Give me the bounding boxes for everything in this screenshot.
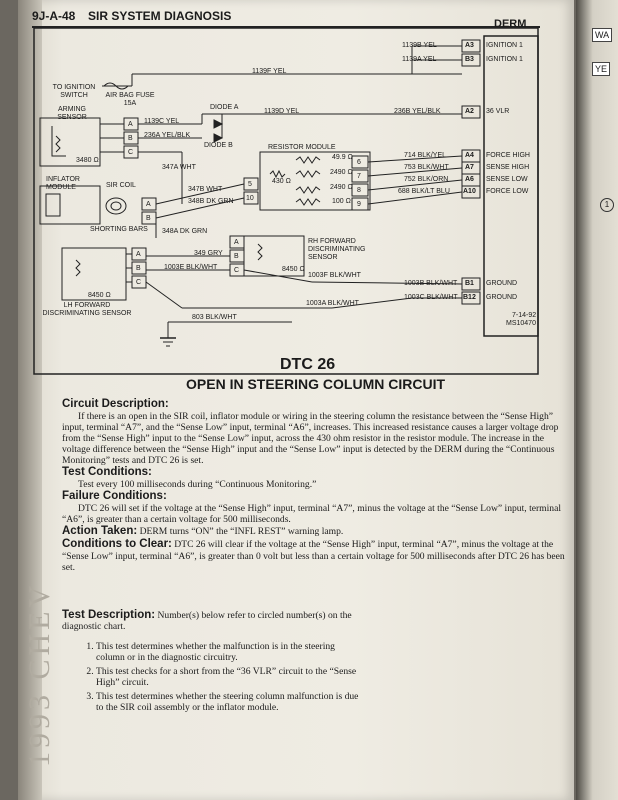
pin-label: 6 [357,159,361,166]
wire-label: 1003B BLK/WHT [404,280,458,287]
wire-label: 803 BLK/WHT [192,314,237,321]
terminal-label: FORCE LOW [486,188,529,195]
derm-label: DERM [494,18,527,30]
dtc-number: DTC 26 [280,356,336,373]
resistor-value: 49.9 Ω [332,154,353,161]
pin-label: A [146,201,151,208]
wire-label: 1139D YEL [264,108,300,115]
pin-label: B [234,253,239,260]
terminal-label: SENSE LOW [486,176,528,183]
pin-label: C [136,279,142,286]
pin-label: C [234,267,240,274]
wiring-lines [32,26,540,376]
adjacent-circle: 1 [600,198,614,212]
shorting-bars-label: SHORTING BARS [90,226,148,233]
pin-label: 9 [357,201,361,208]
resistor-value: 2490 Ω [330,184,353,191]
terminal-label: FORCE HIGH [486,152,530,159]
resistor-value: 430 Ω [272,178,291,185]
dtc-title: OPEN IN STEERING COLUMN CIRCUIT [186,376,446,392]
wire-label: 1139B YEL [402,42,437,49]
sir-coil-label: SIR COIL [106,182,136,189]
list-item: 2. This test checks for a short from the “36 VLR” circuit to the “Sense High” circuit. [96,666,362,688]
pin-label: 10 [246,195,254,202]
page-header [32,6,540,28]
wire-label: 753 BLK/WHT [404,164,449,171]
wire-label: 1003F BLK/WHT [308,272,361,279]
wire-label: 347A WHT [162,164,196,171]
pin-label: A [136,251,141,258]
wire-label: 236B YEL/BLK [394,108,441,115]
spine-text: 1993 CHEV [23,581,56,767]
lh-sensor-label: LH FORWARD DISCRIMINATING SENSOR [42,302,132,317]
action-heading: Action Taken: [62,525,138,537]
arming-sensor-label: ARMING SENSOR [57,106,87,121]
rh-sensor-label: RH FORWARD DISCRIMINATING SENSOR [308,238,366,261]
pin-label: A2 [465,108,474,115]
diode-a-label: DIODE A [210,104,239,111]
clear-heading: Conditions to Clear: [62,538,172,550]
pin-label: B3 [465,56,474,63]
pin-label: C [128,149,134,156]
terminal-label: IGNITION 1 [486,56,523,63]
wire-label: 348B DK GRN [188,198,234,205]
figure-code: MS10470 [506,320,536,327]
pin-label: A [234,239,239,246]
wire-label: 714 BLK/YEL [404,152,447,159]
failure-heading: Failure Conditions: [62,490,167,502]
resistance-label: 3480 Ω [76,157,99,164]
pin-label: B1 [465,280,474,287]
page-code: 9J-A-48 [32,9,76,23]
page-title: SIR SYSTEM DIAGNOSIS [88,9,232,23]
clear-text: DTC 26 will clear if the voltage at the “Sense High” input, terminal “A7”, minus the voltage at the “Sense Low” input, terminal “A6”, is greater than 0 volt but less than a certain voltage for 500 milliseconds after DTC 26 has been set. [62,539,565,573]
pin-label: A10 [463,188,476,195]
test-description-intro: Number(s) below refer to circled number(s) on the diagnostic chart. [62,609,352,632]
adjacent-page [576,0,618,800]
pin-label: A [128,121,133,128]
list-item: 3. This test determines whether the steering column malfunction is due to the SIR coil assembly or the inflator module. [96,691,362,713]
terminal-label: SENSE HIGH [486,164,530,171]
wire-label: 1139C YEL [144,118,180,125]
wire-label: 349 GRY [194,250,223,257]
resistance-label: 8450 Ω [88,292,111,299]
wire-label: 752 BLK/ORN [404,176,449,183]
terminal-label: GROUND [486,280,518,287]
pin-label: B [128,135,133,142]
pin-label: 8 [357,187,361,194]
wire-label: 347B WHT [188,186,223,193]
diagnostic-text [62,398,570,573]
pin-label: 5 [248,181,252,188]
pin-label: B [146,215,151,222]
pin-label: B [136,265,141,272]
wire-label: 1139A YEL [402,56,437,63]
wire-label: 1003A BLK/WHT [306,300,359,307]
wire-label: 1003E BLK/WHT [164,264,218,271]
wire-label: 348A DK GRN [162,228,208,235]
test-description-list [62,641,362,713]
terminal-label: GROUND [486,294,518,301]
adjacent-box-1: WA [592,28,612,42]
terminal-label: 36 VLR [486,108,510,115]
pin-label: A3 [465,42,474,49]
resistor-module-label: RESISTOR MODULE [268,144,336,151]
test-conditions-text: Test every 100 milliseconds during “Continuous Monitoring.” [78,479,317,490]
pin-label: A6 [465,176,474,183]
pin-label: B12 [463,294,476,301]
action-text: DERM turns “ON” the “INFL REST” warning lamp. [139,526,344,537]
figure-date: 7-14-92 [512,312,537,319]
wire-label: 688 BLK/LT BLU [398,188,450,195]
test-description-heading: Test Description: [62,608,156,621]
test-conditions-heading: Test Conditions: [62,466,152,478]
pin-label: A4 [465,152,474,159]
resistor-value: 2490 Ω [330,169,353,176]
wire-label: 1003C BLK/WHT [404,294,458,301]
pin-label: A7 [465,164,474,171]
wire-label: 236A YEL/BLK [144,132,191,139]
circuit-heading: Circuit Description: [62,398,169,410]
adjacent-box-2: YE [592,62,610,76]
failure-text: DTC 26 will set if the voltage at the “Sense High” input, terminal “A7”, minus the voltage at the “Sense Low” input, terminal “A6”, is greater than a certain voltage for 500 milliseconds. [62,503,562,525]
test-description [62,600,362,716]
fuse-label: AIR BAG FUSE 15A [105,92,155,107]
diode-b-label: DIODE B [204,142,233,149]
terminal-label: IGNITION 1 [486,42,523,49]
circuit-text: If there is an open in the SIR coil, inflator module or wiring in the steering column the resistance between the “Sense High” input, terminal “A7”, and the “Sense Low” input, terminal “A6”, increases. This increased resistance causes a larger voltage drop from the “Sense High” input to the “Sense Low” input, across the 430 ohm resistor in the resistor module. The increase in the voltage difference between the “Sense High” input and the “Sense Low” input is detected by the DERM during the “Continuous Monitoring” tests and DTC 26 is set. [62,411,559,466]
inflator-module-label: INFLATOR MODULE [46,176,80,191]
resistance-label: 8450 Ω [282,266,305,273]
to-ignition-label: TO IGNITION SWITCH [52,84,96,99]
wiring-diagram [32,26,540,376]
list-item: 1. This test determines whether the malfunction is in the steering column or in the diagnostic circuitry. [96,641,362,663]
pin-label: 7 [357,173,361,180]
resistor-value: 100 Ω [332,198,351,205]
wire-label: 1139F YEL [252,68,287,75]
